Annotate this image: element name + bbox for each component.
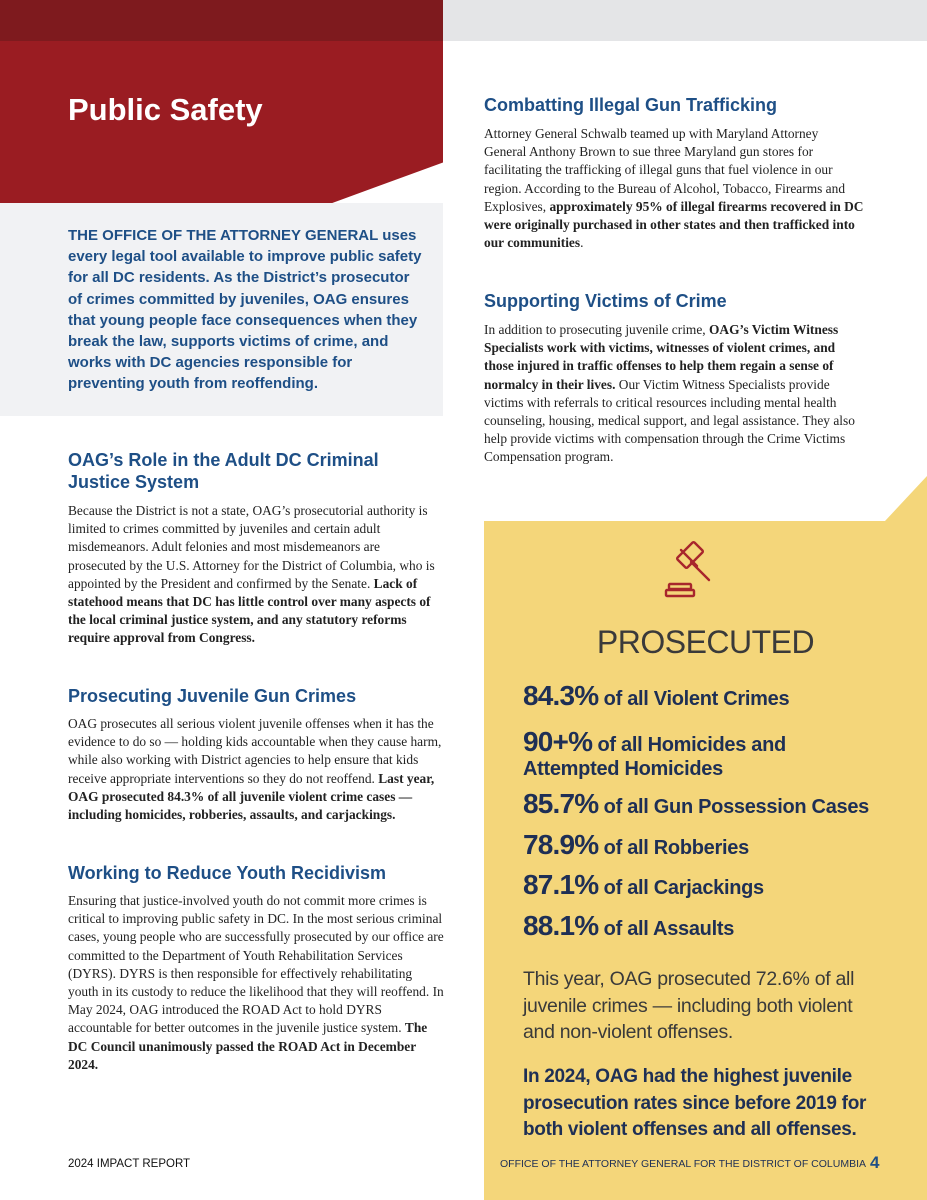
adult-role-bold: Lack of statehood means that DC has little control over many aspects of the local criminal justice system, and any statutory reforms require approval from Congress.	[68, 575, 431, 646]
body-gun-trafficking	[484, 125, 864, 252]
heading-recidivism: Working to Reduce Youth Recidivism	[68, 863, 387, 883]
stat-assaults	[523, 910, 893, 941]
intro-lead: THE OFFICE OF THE ATTORNEY GENERAL	[68, 227, 379, 244]
gavel-icon	[664, 540, 718, 600]
stat-label: of all Gun Possession Cases	[598, 796, 869, 818]
body-recidivism	[68, 892, 444, 1074]
victims-bold: OAG’s Victim Witness Specialists work with victims, witnesses of violent crimes, and those injured in traffic offenses to help them regain a sense of normalcy in their lives.	[484, 322, 839, 392]
gun-trafficking-end: .	[580, 235, 584, 251]
victims-text: In addition to prosecuting juvenile crime,	[484, 322, 709, 337]
stat-label: of all Violent Crimes	[598, 688, 790, 710]
page-title: Public Safety	[68, 92, 263, 127]
stat-robberies	[523, 829, 893, 860]
callout-title: PROSECUTED	[596, 624, 815, 660]
adult-role-text: Because the District is not a state, OAG’s prosecutorial authority is limited to crimes committed by juveniles and certain adult misdemeanors. Adult felonies and most misdemeanors are prosecuted by the U.S. Attorney for the District of Columbia, who is appointed by the President and confirmed by the Senate.	[68, 503, 435, 591]
body-victims	[484, 321, 856, 467]
heading-juvenile-gun: Prosecuting Juvenile Gun Crimes	[68, 686, 357, 706]
stat-value: 87.1%	[523, 869, 599, 900]
footer-office-name: OFFICE OF THE ATTORNEY GENERAL FOR THE DISTRICT OF COLUMBIA	[500, 1158, 866, 1170]
stat-value: 90+%	[523, 726, 593, 757]
top-bar-red	[0, 0, 443, 41]
stat-value: 85.7%	[523, 788, 599, 819]
callout-highlight: In 2024, OAG had the highest juvenile prosecution rates since before 2019 for both violent offenses and all offenses.	[523, 1066, 867, 1140]
stat-homicides	[523, 726, 823, 781]
footer-report-title: 2024 IMPACT REPORT	[68, 1158, 191, 1170]
gun-trafficking-text: Attorney General Schwalb teamed up with Maryland Attorney General Anthony Brown to sue three Maryland gun stores for facilitating the trafficking of illegal guns that fuel violence in our region. According to the Bureau of Alcohol, Tobacco, Firearms and Explosives,	[484, 126, 846, 214]
callout-paragraph: This year, OAG prosecuted 72.6% of all juvenile crimes — including both violent and non-violent offenses.	[523, 968, 855, 1043]
intro-rest: uses every legal tool available to improve public safety for all DC residents. As the District’s prosecutor of crimes committed by juveniles, OAG ensures that young people face consequences when they break the law, supports victims of crime, and works with DC agencies responsible for preventing youth from reoffending.	[68, 227, 422, 393]
gun-trafficking-bold: approximately 95% of illegal firearms recovered in DC were originally purchased in other states and then trafficked into our communities	[484, 198, 864, 251]
stat-label: of all Assaults	[598, 918, 735, 940]
stat-label: of all Carjackings	[598, 877, 764, 899]
heading-victims: Supporting Victims of Crime	[484, 291, 727, 311]
juvenile-gun-text: OAG prosecutes all serious violent juvenile offenses when it has the evidence to do so — holding kids accountable when they cause harm, while also working with District agencies to help ensure that kids receive appropriate interventions so they do not reoffend.	[68, 716, 442, 786]
stat-label: of all Robberies	[598, 837, 749, 859]
intro-text	[68, 225, 423, 395]
stat-value: 88.1%	[523, 910, 599, 941]
body-adult-role	[68, 502, 440, 648]
heading-adult-role: OAG’s Role in the Adult DC Criminal Justice System	[68, 450, 379, 492]
stat-value: 78.9%	[523, 829, 599, 860]
stat-gun-possession	[523, 788, 913, 819]
stat-violent	[523, 680, 893, 711]
recidivism-text: Ensuring that justice-involved youth do not commit more crimes is critical to improving public safety in DC. In the most serious criminal cases, young people who are successfully prosecuted by our office are committed to the Department of Youth Rehabilitation Services (DYRS). DYRS is then responsible for effectively rehabilitating youth in its custody to reduce the likelihood that they will reoffend. In May 2024, OAG introduced the ROAD Act to hold DYRS accountable for better outcomes in the juvenile justice system.	[68, 893, 444, 1036]
body-juvenile-gun	[68, 715, 448, 824]
victims-end: Our Victim Witness Specialists provide victims with referrals to critical resources including mental health counseling, housing, medical support, and legal assistance. They also help provide victims with compensation through the Crime Victims Compensation program.	[484, 376, 855, 465]
top-bar-gray	[443, 0, 927, 41]
page-number: 4	[870, 1153, 880, 1172]
juvenile-gun-bold: Last year, OAG prosecuted 84.3% of all juvenile violent crime cases — including homicides, robberies, assaults, and carjackings.	[68, 770, 435, 823]
stat-value: 84.3%	[523, 680, 599, 711]
stat-carjackings	[523, 869, 893, 900]
stat-label: of all Homicides and Attempted Homicides	[523, 734, 786, 780]
heading-gun-trafficking: Combatting Illegal Gun Trafficking	[484, 95, 778, 115]
recidivism-bold: The DC Council unanimously passed the ROAD Act in December 2024.	[68, 1020, 428, 1072]
